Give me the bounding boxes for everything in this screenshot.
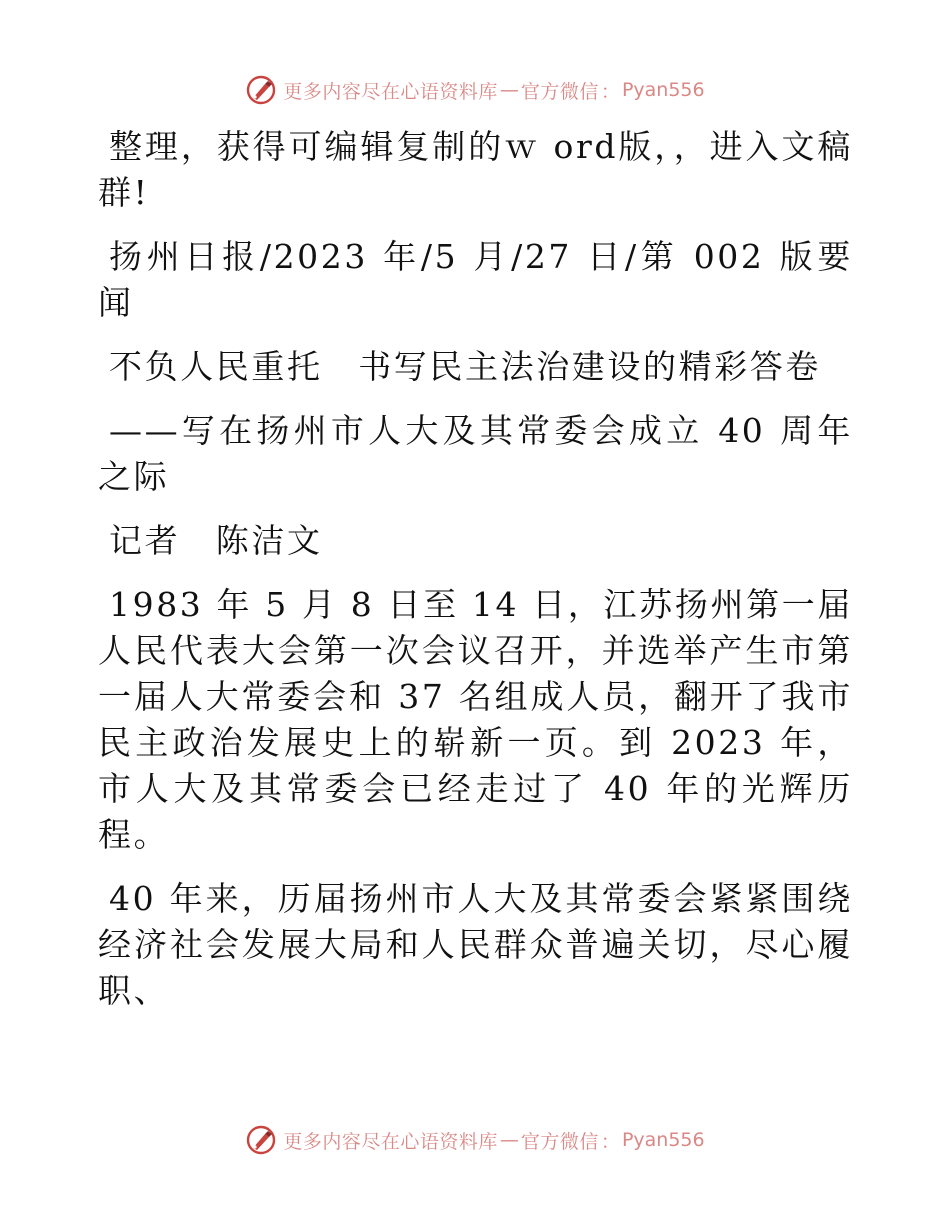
paragraph-gap — [98, 326, 853, 344]
watermark-dash: — — [499, 1129, 519, 1151]
paragraph-gap — [98, 500, 853, 518]
header-watermark — [0, 70, 950, 110]
pen-circle-logo-icon — [245, 74, 277, 106]
watermark-official-label: 官方微信 — [520, 80, 599, 103]
watermark-brand-text: 更多内容尽在心语资料库 — [283, 80, 498, 103]
watermark-wechat-id: Pyan556 — [621, 79, 705, 101]
intro-line: 整理，获得可编辑复制的ｗ ord版，，进入文稿群! — [98, 127, 853, 212]
watermark-dash: — — [499, 79, 519, 101]
watermark-wechat-id: Pyan556 — [621, 1129, 705, 1151]
document-body — [98, 124, 853, 1014]
article-title: 不负人民重托 书写民主法治建设的精彩答卷 — [109, 347, 821, 386]
article-subtitle: ——写在扬州市人大及其常委会成立 40 周年之际 — [98, 411, 853, 496]
watermark-separator: ： — [600, 80, 620, 103]
watermark-separator: ： — [600, 1130, 620, 1153]
watermark-brand-text: 更多内容尽在心语资料库 — [283, 1130, 498, 1153]
footer-watermark — [0, 1120, 950, 1160]
watermark-official-label: 官方微信 — [520, 1130, 599, 1153]
paragraph-gap — [98, 390, 853, 408]
paragraph-gap — [98, 564, 853, 582]
source-line: 扬州日报/2023 年/5 月/27 日/第 002 版要闻 — [98, 237, 853, 322]
paragraph-gap — [98, 216, 853, 234]
body-paragraph: 1983 年 5 月 8 日至 14 日，江苏扬州第一届人民代表大会第一次会议召开，并选举产生市第一届人大常委会和 37 名组成人员，翻开了我市民主政治发展史上的崭新一页。到 2023 年，市人大及其常委会已经走过了 40 年的光辉历程。 — [98, 585, 853, 854]
byline: 记者 陈洁文 — [109, 521, 323, 560]
pen-circle-logo-icon — [245, 1124, 277, 1156]
body-paragraph: 40 年来，历届扬州市人大及其常委会紧紧围绕经济社会发展大局和人民群众普遍关切，尽心履职、 — [98, 879, 853, 1010]
paragraph-gap — [98, 858, 853, 876]
